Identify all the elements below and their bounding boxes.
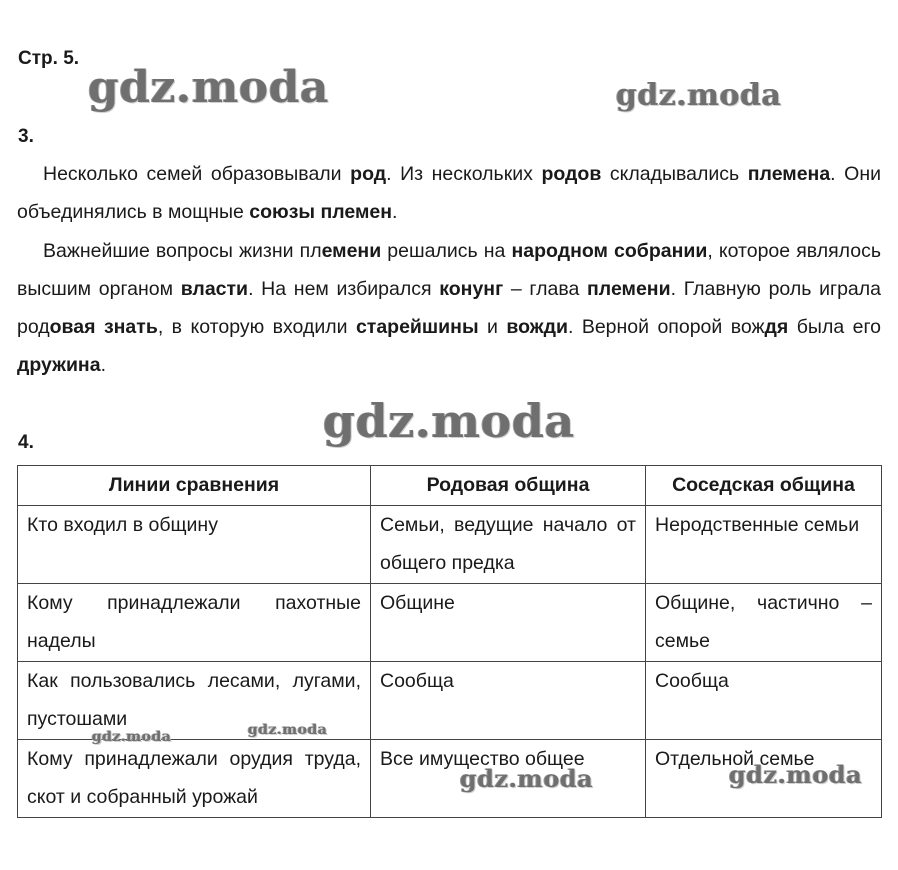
- watermark: gdz.moda: [323, 394, 575, 448]
- table-cell: Сообща: [371, 661, 646, 739]
- task-3-text: [17, 155, 881, 385]
- bold-term: овая знать: [49, 316, 158, 339]
- bold-term: дя: [764, 316, 789, 339]
- bold-term: родов: [541, 163, 602, 185]
- table-cell: Все имущество общее: [371, 739, 646, 817]
- bold-term: народном собрании: [511, 239, 708, 262]
- watermark: gdz.moda: [92, 729, 172, 745]
- text-segment: была его: [788, 316, 881, 339]
- watermark: gdz.moda: [460, 764, 594, 793]
- table-cell: Кто входил в общину: [18, 505, 371, 583]
- table-row: [18, 661, 882, 739]
- watermark: gdz.moda: [616, 78, 782, 113]
- text-segment: . Они объединялись в мощные: [17, 163, 882, 224]
- bold-term: емени: [321, 239, 382, 262]
- text-segment: .: [100, 354, 106, 377]
- text-segment: – глава: [503, 277, 588, 300]
- table-cell: Общине, частично – семье: [646, 583, 882, 661]
- table-cell: Кому принадлежали пахотные наделы: [18, 583, 371, 661]
- bold-term: власти: [180, 277, 249, 300]
- column-header: Соседская община: [646, 466, 882, 506]
- watermark: gdz.moda: [729, 760, 863, 789]
- text-segment: . Верной опорой вож: [567, 316, 765, 339]
- text-segment: Несколько семей образовывали: [43, 163, 351, 185]
- table-cell: Семьи, ведущие начало от общего предка: [371, 505, 646, 583]
- bold-term: вожди: [506, 316, 568, 339]
- bold-term: племена: [747, 163, 831, 185]
- table-row: [18, 505, 882, 583]
- watermark: gdz.moda: [88, 62, 330, 113]
- table-header-row: [18, 466, 882, 506]
- text-segment: . На нем избирался: [248, 277, 440, 300]
- bold-term: род: [350, 163, 387, 185]
- watermark: gdz.moda: [248, 722, 328, 738]
- text-segment: складывались: [601, 163, 748, 185]
- table-cell: Неродственные семьи: [646, 505, 882, 583]
- bold-term: союзы племен: [249, 201, 393, 224]
- page-reference: Стр. 5.: [18, 48, 80, 69]
- task-4-number: 4.: [18, 432, 34, 453]
- text-segment: . Главную роль играла род: [17, 277, 881, 339]
- text-segment: .: [392, 201, 398, 224]
- text-segment: решались на: [381, 239, 512, 262]
- text-segment: и: [478, 316, 507, 339]
- table-cell: Кому принадлежали орудия труда, скот и собранный урожай: [18, 739, 371, 817]
- text-segment: , в которую входили: [157, 316, 356, 339]
- table-row: [18, 583, 882, 661]
- column-header: Родовая община: [371, 466, 646, 506]
- task-3-number: 3.: [18, 126, 34, 147]
- bold-term: племени: [587, 277, 671, 300]
- table-cell: Сообща: [646, 661, 882, 739]
- text-segment: Важнейшие вопросы жизни пл: [43, 239, 322, 262]
- task-3-paragraph-2: [17, 232, 881, 385]
- column-header: Линии сравнения: [18, 466, 371, 506]
- table-cell: Общине: [371, 583, 646, 661]
- task-3-paragraph-1: [17, 155, 881, 232]
- text-segment: , которое являлось высшим органом: [17, 239, 881, 300]
- table-cell: Отдельной семье: [646, 739, 882, 817]
- text-segment: . Из нескольких: [386, 163, 542, 185]
- bold-term: дружина: [17, 354, 101, 377]
- bold-term: старейшины: [355, 316, 479, 339]
- table-cell: Как пользовались лесами, лугами, пустошами: [18, 661, 371, 739]
- bold-term: конунг: [439, 277, 504, 300]
